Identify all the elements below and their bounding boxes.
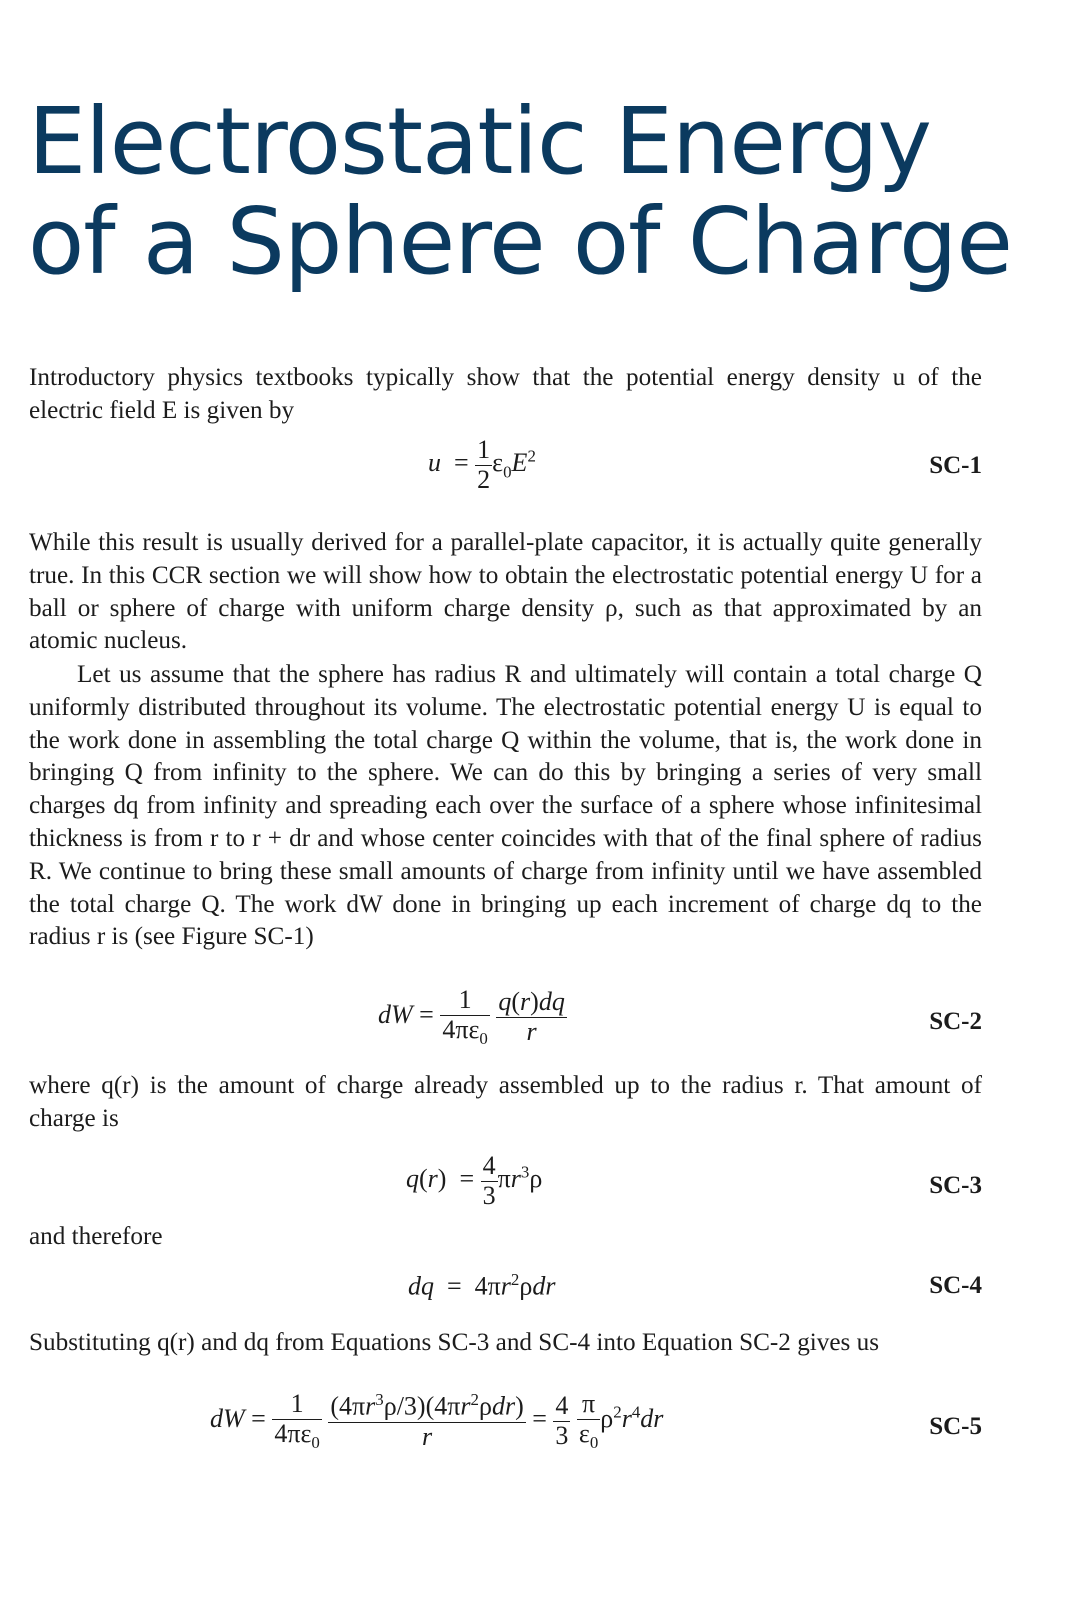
paragraph-assumption: Let us assume that the sphere has radius R and ultimately will contain a total charge Q uniformly distributed throughout its volume. The electrostatic potential energy U is equal to the work done in assembling the total charge Q within the volume, that is, the work done in bringing Q from infinity to the sphere. We can do this by bringing a series of very small charges dq from infinity and spreading each over the surface of a sphere whose infinitesimal thickness is from r to r + dr and whose center coincides with that of the final sphere of radius R. We continue to bring these small amounts of charge from infinity until we have assembled the total charge Q. The work dW done in bringing up each increment of charge dq to the radius r is (see Figure SC-1) [29, 661, 982, 951]
paragraph-charge-assembled: where q(r) is the amount of charge already assembled up to the radius r. That amount of charge is [29, 1072, 982, 1132]
equation-label-sc1: SC-1 [929, 452, 982, 479]
equation-label-sc4: SC-4 [929, 1272, 982, 1299]
paragraph-result: While this result is usually derived for a parallel-plate capacitor, it is actually quite generally true. In this CCR section we will show how to obtain the electrostatic potential energy U for a ball or sphere of charge with uniform charge density ρ, such as that approximated by an atomic nucleus. [29, 529, 982, 655]
page-title [28, 88, 1048, 295]
paragraph-therefore: and therefore [29, 1223, 163, 1250]
paragraph-intro: Introductory physics textbooks typically show that the potential energy density u of the electric field E is given by [29, 364, 982, 424]
equation-sc5: dW = $\frac{1}{4\pi\varepsilon_0}$ $\frac{(4\pi r^3\rho/3)(4\pi r^2\rho dr)}{r}$ = $\frac{4}{3}$ $\frac{\pi}{\varepsilon_0}$ $\rho^2r^4dr$ [210, 1389, 664, 1452]
equation-sc2: dW = $\frac{1}{4\pi\varepsilon_0}$ $\frac{q(r)dq}{r}$ [378, 985, 565, 1048]
equation-sc4: dq = $4\pi r^2\rho dr$ [408, 1270, 556, 1301]
title-line-1: Electrostatic Energy [28, 88, 931, 195]
equation-label-sc5: SC-5 [929, 1413, 982, 1440]
equation-sc1: u = $\frac{1}{2}$ $\varepsilon_0E^2$ [428, 435, 536, 494]
paragraph-substituting: Substituting q(r) and dq from Equations SC-3 and SC-4 into Equation SC-2 gives us [29, 1329, 880, 1356]
equation-sc3: q(r) = $\frac{4}{3}$ $\pi r^3\rho$ [406, 1151, 543, 1210]
equation-label-sc2: SC-2 [929, 1008, 982, 1035]
equation-label-sc3: SC-3 [929, 1172, 982, 1199]
title-line-2: of a Sphere of Charge [28, 188, 1012, 295]
